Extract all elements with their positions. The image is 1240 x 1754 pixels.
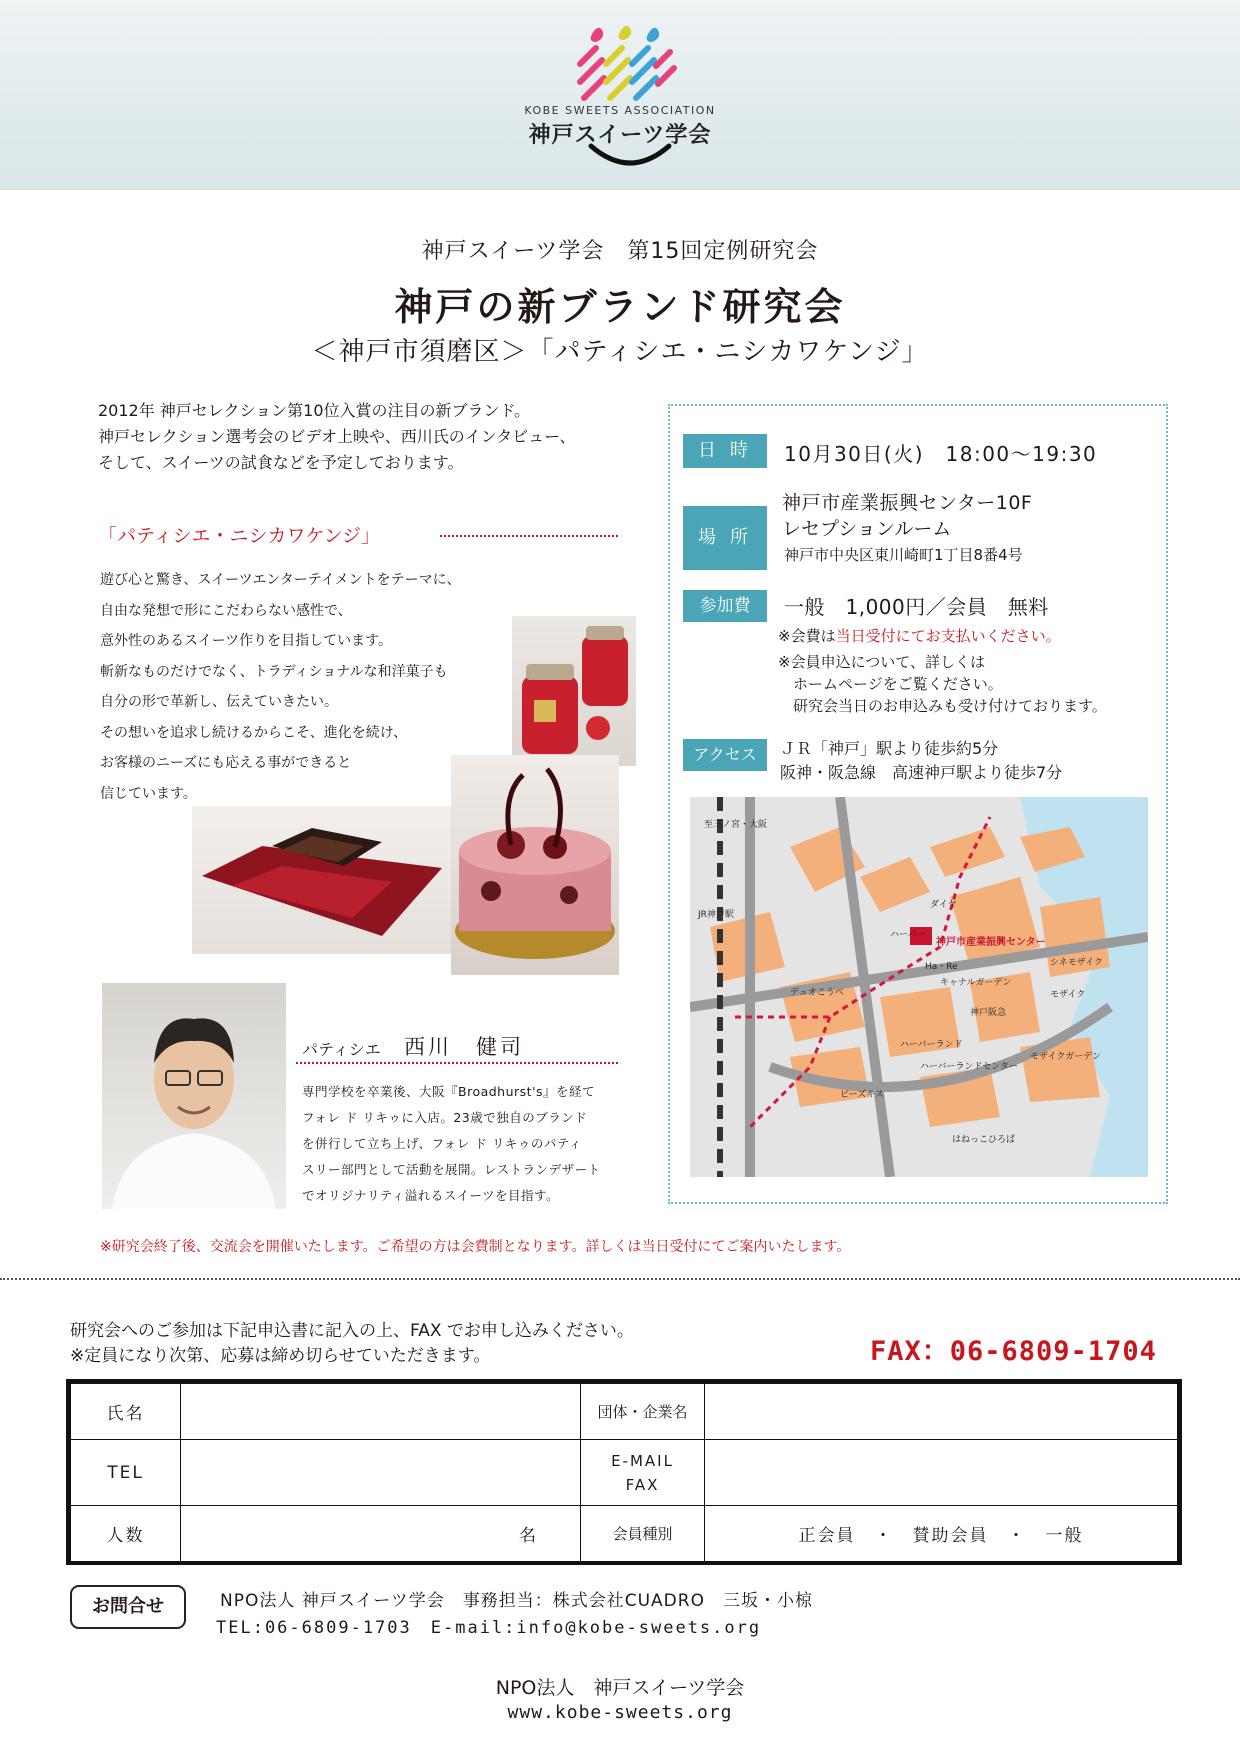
tel-field[interactable] [181,1440,581,1506]
email-fax-label [581,1440,705,1506]
venue-address: 神戸市中央区東川崎町1丁目8番4号 [784,546,1023,564]
brand-heading: 「パティシエ・ニシカワケンジ」 [98,525,381,547]
fee-label: 参加費 [683,590,767,622]
chef-portrait-photo [102,983,286,1209]
fee-note-emphasis: 当日受付にてお支払いください。 [835,627,1061,645]
map-mosaic-garden-label: モザイクガーデン [1030,1052,1102,1062]
map-here-label: Ha・Re [925,962,958,972]
inquiry-label: お問合せ [70,1585,186,1629]
date-label: 日時 [683,434,767,468]
apply-deadline-note: ※定員になり次第、応募は締め切らせていただきます。 [70,1346,491,1366]
member-note-line: ※会員申込について、詳しくは [778,653,985,671]
venue-room: レセプションルーム [782,518,952,540]
map-kobe-tower-label: はねっこひろば [952,1135,1016,1145]
access-hankyu: 阪神・阪急線 高速神戸駅より徒歩7分 [780,763,1063,782]
chef-role: パティシエ [302,1040,381,1059]
chef-bio-line: でオリジナリティ溢れるスイーツを目指す。 [302,1188,560,1203]
jam-jar-photo [512,616,636,766]
fax-label: FAX [625,1475,660,1494]
application-form [66,1379,1182,1565]
inquiry-contact: NPO法人 神戸スイーツ学会 事務担当：株式会社CUADRO 三坂・小椋 [220,1591,813,1611]
chef-bio-line: を併行して立ち上げ、フォレ ド リキゥのパティ [302,1136,582,1151]
logo-english: KOBE SWEETS ASSOCIATION [524,104,716,117]
brand-line: 自由な発想で形にこだわらない感性で、 [100,602,352,619]
event-venue-heading: ＜神戸市須磨区＞「パティシエ・ニシカワケンジ」 [311,337,929,367]
logo-japanese: 神戸スイーツ学会 [528,123,712,148]
apply-instruction: 研究会へのご参加は下記申込書に記入の上、FAX でお申し込みください。 [70,1321,634,1341]
fax-number: FAX：06-6809-1704 [870,1336,1157,1367]
brand-line: お客様のニーズにも応える事ができると [100,755,352,771]
brand-divider [440,535,618,537]
email-label: E-MAIL [611,1451,674,1470]
logo-drops-icon [570,12,680,107]
member-type-label: 会員種別 [581,1506,705,1562]
member-note-line: 研究会当日のお申込みも受け付けております。 [778,697,1107,715]
map-harborland-label: ハーバーランド [900,1040,963,1050]
map-daiei-label: ダイヤ [930,900,957,910]
map-umie-label: ビーズキス [840,1090,885,1100]
svg-text:神戸市産業振興センター [936,935,1046,948]
intro-line: 神戸セレクション選考会のビデオ上映や、西川氏のインタビュー、 [98,427,576,446]
member-type-options[interactable]: 正会員 ・ 賛助会員 ・ 一般 [705,1506,1178,1562]
intro-line: そして、スイーツの試食などを予定しております。 [98,453,464,472]
fee-note-prefix: ※会費は [778,627,836,645]
logo-smile-icon [585,140,675,174]
count-unit: 名 [519,1526,536,1546]
fee-amount: 一般 1,000円／会員 無料 [784,595,1049,619]
name-label: 氏名 [71,1384,181,1440]
map-cinema-label: シネモザイク [1050,958,1103,968]
fee-payment-note [778,625,1061,646]
member-notes [778,651,1107,717]
access-map [690,797,1148,1177]
chef-divider [296,1062,618,1064]
intro-text [98,398,643,476]
access-label: アクセス [683,739,767,771]
chef-bio-line: フォレ ド リキゥに入店。23歳で独自のブランド [302,1110,588,1125]
email-fax-field[interactable] [705,1440,1178,1506]
event-subtitle: 神戸スイーツ学会 第15回定例研究会 [421,239,819,264]
venue-name: 神戸市産業振興センター10F [782,492,1033,514]
map-sannomiya-label: 至三ノ宮・大阪 [704,820,768,830]
chef-bio [302,1079,632,1209]
map-port-tower-label: ハーバーランドセンター [920,1062,1018,1072]
map-venue-label: 神戸市産業振興センター [936,937,1046,948]
org-field[interactable] [705,1384,1178,1440]
brand-line: 遊び心と驚き、スイーツエンターテイメントをテーマに、 [100,572,461,588]
chef-bio-line: スリー部門として活動を展開。レストランデザート [302,1162,601,1177]
name-field[interactable] [181,1384,581,1440]
map-dewo-label: デュオこうべ [790,988,844,998]
chef-bio-line: 専門学校を卒業後、大阪『Broadhurst's』を経て [302,1084,596,1099]
brand-line: 意外性のあるスイーツ作りを目指しています。 [100,633,393,649]
chef-name: 西川 健司 [404,1035,524,1059]
map-jr-label: JR神戸駅 [698,910,734,920]
cut-line [0,1278,1240,1280]
brand-line: 信じています。 [100,785,197,802]
cake-photo [451,755,619,975]
access-jr: ＪＲ「神戸」駅より徒歩約5分 [780,739,999,758]
tel-label: TEL [71,1440,181,1506]
brand-line: その想いを追求し続けるからこそ、進化を続け、 [100,724,408,741]
event-title: 神戸の新ブランド研究会 [394,285,846,329]
inquiry-tel-email: TEL:06-6809-1703 E-mail:info@kobe-sweets.org [216,1618,762,1638]
map-mosaic-label: モザイク [1050,990,1086,1000]
brand-line: 自分の形で革新し、伝えていきたい。 [100,694,338,710]
after-party-note: ※研究会終了後、交流会を開催いたします。ご希望の方は会費制となります。詳しくは当日受付にてご案内いたします。 [100,1239,851,1255]
map-hanshin-label: 神戸阪急 [970,1008,1007,1018]
member-note-line: ホームページをご覧ください。 [778,675,1003,693]
intro-line: 2012年 神戸セレクション第10位入賞の注目の新ブランド。 [98,401,531,420]
map-canal-label: キャナルガーデン [940,978,1012,988]
org-label: 団体・企業名 [581,1384,705,1440]
event-date: 10月30日(火) 18:00〜19:30 [784,442,1098,466]
count-field[interactable] [181,1506,581,1562]
chocolate-box-photo [192,806,458,954]
count-label: 人数 [71,1506,181,1562]
footer-url[interactable]: www.kobe-sweets.org [507,1702,733,1723]
footer-org: NPO法人 神戸スイーツ学会 [495,1677,745,1699]
brand-line: 斬新なものだけでなく、トラディショナルな和洋菓子も [100,663,448,680]
map-harbor-label: ハーバー [890,930,926,940]
place-label: 場所 [683,506,767,570]
